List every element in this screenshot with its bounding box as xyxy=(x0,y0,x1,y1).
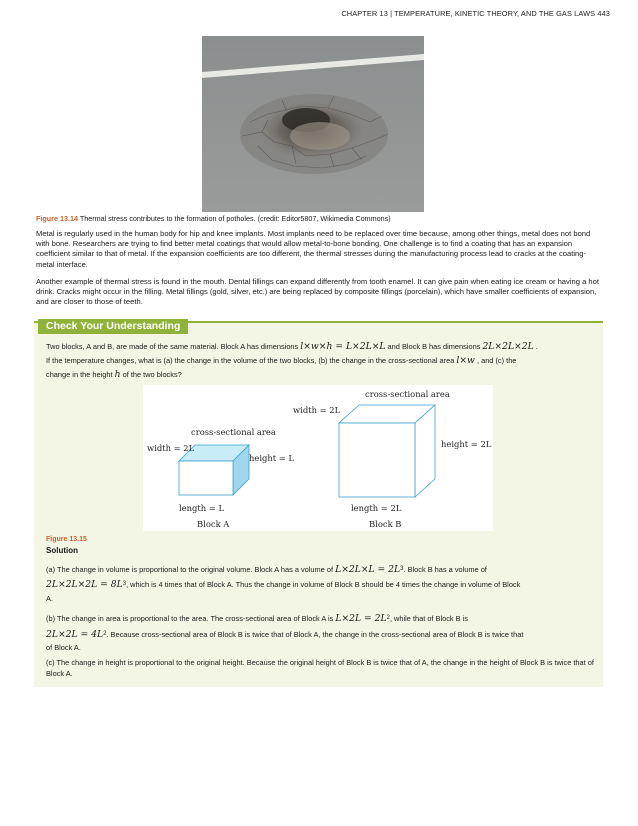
question-text xyxy=(46,342,598,352)
figure-13-14-caption xyxy=(36,214,606,223)
cross-section-expression: l×w xyxy=(456,355,475,366)
solution-a-line1 xyxy=(46,565,598,575)
solution-b-line3: of Block A. xyxy=(46,643,81,652)
figure-13-15-label: Figure 13.15 xyxy=(46,536,87,543)
page-header: CHAPTER 13 | TEMPERATURE, KINETIC THEORY, AND THE GAS LAWS 443 xyxy=(341,9,610,18)
question-part: , and (c) the xyxy=(474,356,517,365)
question-part: . xyxy=(533,342,538,351)
block-b-volume: 2L×2L×2L = 8L xyxy=(46,579,123,590)
question-part: Two blocks, A and B, are made of the same material. Block A has dimensions xyxy=(46,342,301,351)
block-a-cross-section-label: cross-sectional area xyxy=(191,427,276,437)
solution-text: (a) The change in volume is proportional to the original volume. Block A has a volume of xyxy=(46,565,336,574)
superscript: 3 xyxy=(400,566,404,572)
figure-label: Figure 13.14 xyxy=(36,214,78,223)
question-part: of the two blocks? xyxy=(120,370,182,379)
superscript: 2 xyxy=(103,631,107,637)
solution-text: , which is 4 times that of Block A. Thus the change in volume of Block B should be 4 times the change in volume of Block xyxy=(126,580,521,589)
blocks-diagram xyxy=(143,385,493,531)
block-b-shape xyxy=(339,405,435,497)
check-understanding-title: Check Your Understanding xyxy=(38,319,188,334)
paragraph-implants: Metal is regularly used in the human body for hip and knee implants. Most implants need to be replaced over time because, among other things, metal does not bond with bone. Researchers are trying to find better metal coatings that would allow metal-to-bone bonding. One challenge is to find a coating that has an expansion coefficient similar to that of metal. If the expansion coefficients are too different, the thermal stresses during the manufacturing process lead to cracks at the coating-metal interface. xyxy=(36,229,591,269)
question-part: and Block B has dimensions xyxy=(385,342,483,351)
solution-heading: Solution xyxy=(46,546,78,555)
solution-b-line1 xyxy=(46,614,598,624)
block-b-dimensions: 2L×2L×2L xyxy=(482,341,534,352)
question-part: change in the height xyxy=(46,370,115,379)
block-a-dimensions: l×w×h = L×2L×L xyxy=(300,341,386,352)
block-b-length-label: length = 2L xyxy=(351,503,402,513)
block-a-length-label: length = L xyxy=(179,503,225,513)
caption-text: Thermal stress contributes to the formation of potholes. (credit: Editor5807, Wikimedia Commons) xyxy=(77,214,391,223)
solution-text: , while that of Block B is xyxy=(389,614,468,623)
paragraph-fillings: Another example of thermal stress is found in the mouth. Dental fillings can expand differently from tooth enamel. It can give pain when eating ice cream or having a hot drink. Cracks might occur in the filling. Metal fillings (gold, silver, etc.) are being replaced by composite fillings (porcelain), which have smaller coefficients of expansion, and are closer to those of teeth. xyxy=(36,277,599,307)
block-a-width-label: width = 2L xyxy=(147,443,195,453)
superscript: 2 xyxy=(386,615,390,621)
height-symbol: h xyxy=(114,369,121,380)
solution-a-line3: A. xyxy=(46,594,53,603)
question-text-line2 xyxy=(46,356,598,366)
solution-b-line2 xyxy=(46,630,598,640)
block-b-cross-section-label: cross-sectional area xyxy=(365,389,450,399)
block-a-height-label: height = L xyxy=(249,453,295,463)
block-b-name: Block B xyxy=(369,519,402,529)
question-text-line3 xyxy=(46,370,598,380)
block-b-width-label: width = 2L xyxy=(293,405,341,415)
solution-a-line2 xyxy=(46,580,598,590)
block-a-name: Block A xyxy=(197,519,230,529)
solution-text: . Block B has a volume of xyxy=(403,565,487,574)
solution-c: (c) The change in height is proportional to the original height. Because the original height of Block B is twice that of A, the change in the height of Block B is twice that of Block A. xyxy=(46,658,594,678)
solution-text: (b) The change in area is proportional to the area. The cross-sectional area of Block A is xyxy=(46,614,336,623)
block-a-area: L×2L = 2L xyxy=(335,613,387,624)
block-b-height-label: height = 2L xyxy=(441,439,492,449)
block-b-area: 2L×2L = 4L xyxy=(46,629,104,640)
solution-text: . Because cross-sectional area of Block B is twice that of Block A, the change in the cross-sectional area of Block B is twice that xyxy=(106,630,524,639)
question-part: If the temperature changes, what is (a) the change in the volume of the two blocks, (b) the change in the cross-sectional area xyxy=(46,356,457,365)
superscript: 3 xyxy=(122,581,127,587)
pothole-photo xyxy=(202,36,424,212)
block-a-volume: L×2L×L = 2L xyxy=(335,564,401,575)
